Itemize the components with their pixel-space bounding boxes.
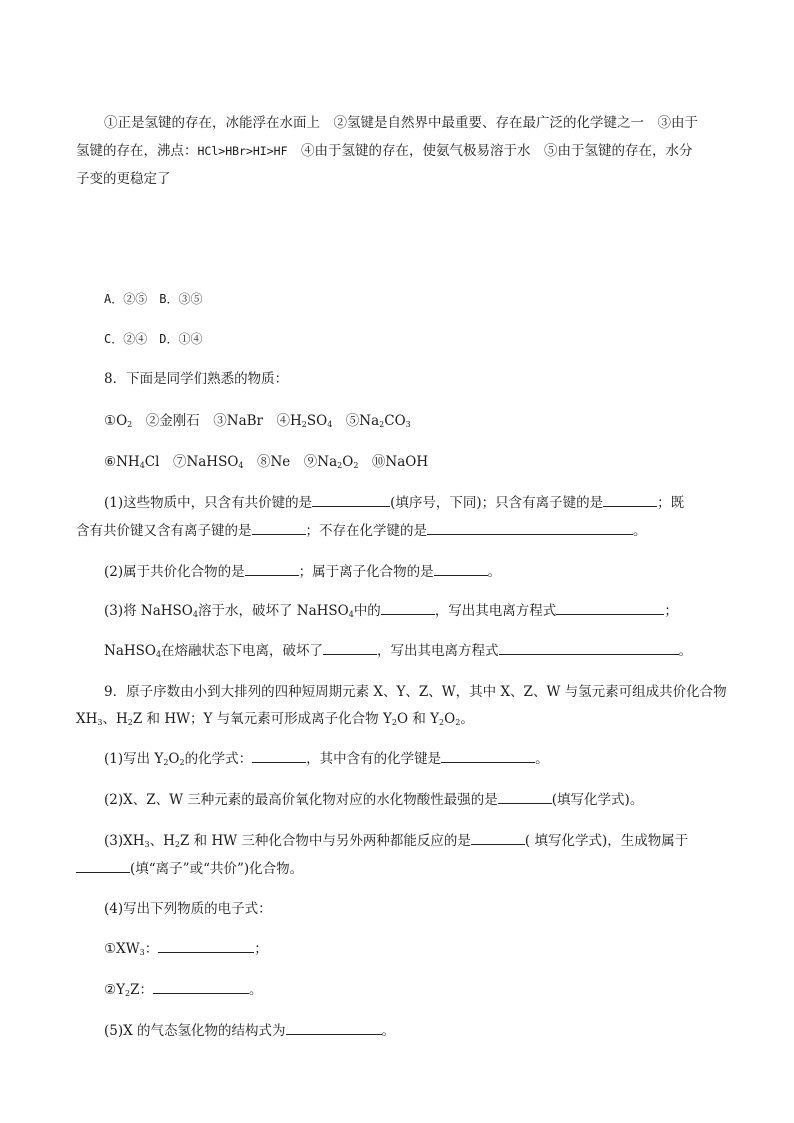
q8-text: (1)这些物质中，只含有共价键的是 — [104, 495, 313, 511]
answer-blank[interactable] — [252, 748, 306, 763]
q9-text: 、H — [149, 833, 175, 849]
q8-text: ； — [664, 603, 678, 619]
subscript: 3 — [405, 420, 411, 429]
q8-text: 。 — [633, 523, 647, 539]
q8-stem — [104, 368, 754, 390]
q9-text: 。 — [535, 751, 549, 767]
subscript: 2 — [301, 420, 307, 429]
q9-text: O 和 Y — [396, 711, 440, 727]
substance-text: CO — [384, 413, 406, 429]
q9-part1 — [104, 748, 754, 774]
subscript: 2 — [439, 718, 445, 727]
q9-text: Z： — [130, 982, 153, 998]
substance-text: ②金刚石 ③NaBr ④H — [132, 413, 302, 429]
q8-part1-line2 — [76, 520, 726, 542]
subscript: 4 — [139, 461, 145, 470]
q7-text: 氢键的存在，沸点： — [76, 143, 198, 159]
q8-text: (填序号，下同)；只含有离子键的是 — [390, 495, 604, 511]
q8-text: ；既 — [657, 495, 685, 511]
answer-blank[interactable] — [499, 640, 679, 655]
substance-text: SO — [306, 413, 328, 429]
answer-blank[interactable] — [427, 520, 633, 535]
q8-text: (2)属于共价化合物的是 — [104, 564, 245, 580]
q9-text: 的化学式： — [184, 751, 253, 767]
q7-text: ④由于氢键的存在，使氨气极易溶于水 ⑤由于氢键的存在，水分 — [287, 143, 693, 159]
q9-text: Z 和 HW；Y 与氧元素可形成离子化合物 Y — [132, 711, 392, 727]
answer-blank[interactable] — [381, 600, 435, 615]
q8-part3-line2 — [104, 640, 754, 666]
subscript: 2 — [125, 989, 131, 998]
q7-statement-line-2 — [76, 140, 726, 162]
q9-part4-item1 — [104, 938, 754, 964]
q9-text: ，其中含有的化学键是 — [306, 751, 442, 767]
subscript: 2 — [179, 758, 185, 767]
q8-text: 含有共价键又含有离子键的是 — [76, 523, 252, 539]
subscript: 4 — [238, 461, 244, 470]
answer-blank[interactable] — [434, 561, 488, 576]
q8-part1-line1 — [104, 492, 754, 514]
q9-part4 — [104, 898, 754, 920]
q7-statement-text: ①正是氢键的存在，冰能浮在水面上 ②氢键是自然界中最重要、存在最广泛的化学键之一 ③由于 — [104, 115, 698, 131]
q8-text: ，写出其电离方程式 — [434, 603, 557, 619]
q9-text: ； — [254, 941, 268, 957]
subscript: 4 — [192, 610, 198, 619]
q9-text: 。 — [381, 1023, 396, 1039]
subscript: 2 — [174, 840, 180, 849]
q9-text: (2)X、Z、W 三种元素的最高价氧化物对应的水化物酸性最强的是 — [104, 792, 498, 808]
answer-blank[interactable] — [245, 561, 299, 576]
answer-blank[interactable] — [76, 858, 130, 873]
q9-text: (5)X 的气态氢化物的结构式为 — [104, 1023, 286, 1039]
option-a-b: A．②⑤ B．③⑤ — [104, 292, 203, 306]
q9-text: ( 填写化学式)，生成物属于 — [524, 833, 689, 849]
q9-text: Z 和 HW 三种化合物中与另外两种都能反应的是 — [179, 833, 471, 849]
subscript: 4 — [348, 610, 354, 619]
subscript: 3 — [97, 718, 103, 727]
q8-substances-row-1 — [104, 410, 754, 436]
q9-text: ： — [144, 941, 159, 957]
option-c-d: C．②④ D．①④ — [104, 332, 203, 346]
q7-options-ab — [104, 288, 754, 310]
q9-text: 。 — [460, 711, 474, 727]
q9-text: XH — [76, 711, 98, 727]
answer-blank[interactable] — [153, 979, 249, 994]
question-stem: 8．下面是同学们熟悉的物质： — [104, 371, 289, 387]
subscript: 2 — [379, 420, 385, 429]
substance-text: O — [342, 454, 354, 470]
q9-stem-line2 — [76, 708, 726, 734]
substance-text: Cl ⑦NaHSO — [144, 454, 239, 470]
q8-substances-row-2 — [104, 451, 754, 477]
q9-text: (3)XH — [104, 833, 145, 849]
q8-text: (3)将 NaHSO — [104, 603, 193, 619]
boiling-point-order: HCl>HBr>HI>HF — [197, 144, 288, 158]
q8-text: 在熔融状态下电离，破坏了 — [161, 643, 324, 659]
subscript: 3 — [139, 948, 145, 957]
q7-statement-line-1 — [104, 112, 754, 134]
q8-text: ；不存在化学键的是 — [305, 523, 427, 539]
q9-part2 — [104, 789, 754, 811]
q7-options-cd — [104, 328, 754, 350]
answer-blank[interactable] — [252, 520, 306, 535]
q9-part3-line2 — [76, 858, 726, 880]
answer-blank[interactable] — [158, 938, 254, 953]
answer-blank[interactable] — [286, 1020, 382, 1035]
subscript: 4 — [155, 650, 162, 659]
q9-part3-line1 — [104, 830, 754, 856]
answer-blank[interactable] — [441, 748, 535, 763]
q8-text: ，写出其电离方程式 — [377, 643, 499, 659]
q9-text: (4)写出下列物质的电子式： — [104, 901, 272, 917]
q8-text: 中的 — [353, 603, 381, 619]
q7-statement-line-3 — [76, 168, 726, 190]
subscript: 4 — [327, 420, 333, 429]
q8-text: 溶于水，破坏了 NaHSO — [197, 603, 349, 619]
answer-blank[interactable] — [323, 640, 377, 655]
answer-blank[interactable] — [603, 492, 657, 507]
subscript: 2 — [455, 718, 461, 727]
substance-text: ⑧Ne ⑨Na — [243, 454, 338, 470]
subscript: 2 — [353, 461, 359, 470]
answer-blank[interactable] — [556, 600, 664, 615]
q9-part5 — [104, 1020, 754, 1042]
substance-text: ⑩NaOH — [358, 454, 429, 470]
q7-text: 子变的更稳定了 — [76, 171, 171, 187]
subscript: 2 — [127, 420, 133, 429]
substance-text: ①O — [104, 413, 128, 429]
subscript: 2 — [337, 461, 343, 470]
q8-text: NaHSO — [104, 643, 156, 659]
q8-part2 — [104, 561, 754, 583]
substance-text: ⑥NH — [104, 454, 140, 470]
q9-text: O — [444, 711, 456, 727]
substance-text: ⑤Na — [332, 413, 380, 429]
q8-part3-line1 — [104, 600, 754, 626]
answer-blank[interactable] — [312, 492, 390, 507]
q8-text: ；属于离子化合物的是 — [298, 564, 434, 580]
subscript: 2 — [127, 718, 133, 727]
question-stem: 9．原子序数由小到大排列的四种短周期元素 X、Y、Z、W，其中 X、Z、W 与氢元素可组成共价化合物 — [104, 684, 727, 700]
answer-blank[interactable] — [498, 789, 552, 804]
q9-text: (1)写出 Y — [104, 751, 164, 767]
q8-text: 。 — [678, 643, 693, 659]
q9-stem-line1 — [104, 681, 754, 703]
q9-text: (填写化学式)。 — [551, 792, 644, 808]
q9-part4-item2 — [104, 979, 754, 1005]
subscript: 2 — [163, 758, 169, 767]
q9-text: 。 — [249, 982, 263, 998]
q9-text: (填“离子”或“共价”)化合物。 — [130, 861, 304, 877]
subscript: 2 — [391, 718, 397, 727]
q9-text: O — [168, 751, 180, 767]
subscript: 3 — [144, 840, 150, 849]
q8-text: 。 — [487, 564, 502, 580]
answer-blank[interactable] — [471, 830, 525, 845]
q9-text: ②Y — [104, 982, 126, 998]
q9-text: 、H — [102, 711, 128, 727]
q9-text: ①XW — [104, 941, 140, 957]
